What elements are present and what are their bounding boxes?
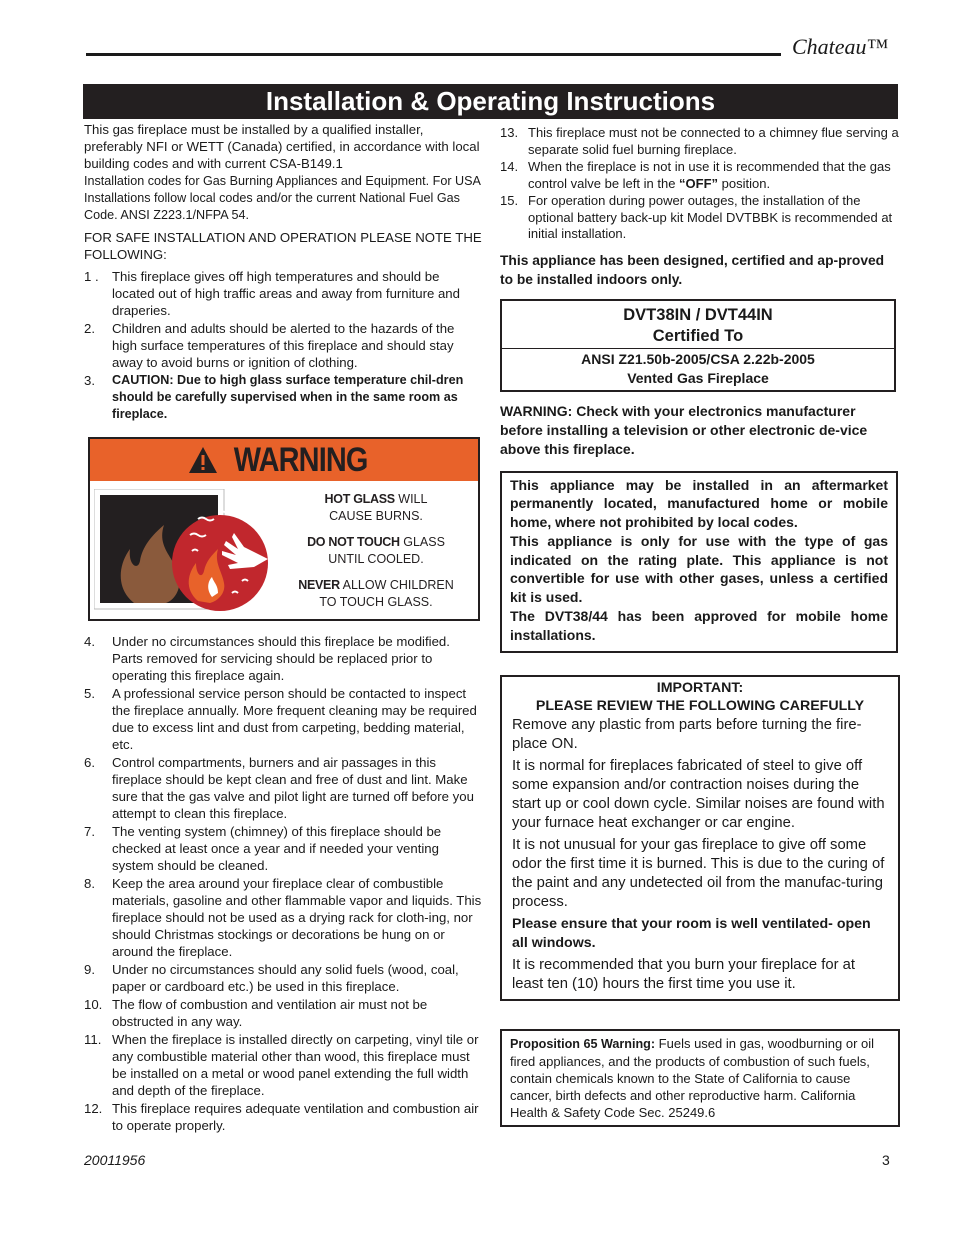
prop65-label: Proposition 65 Warning: [510,1036,656,1051]
list-item: 1 . This fireplace gives off high temperatures and should be located out of high traffic areas and away from furniture and draperies. [84,269,460,318]
important-paragraph: Please ensure that your room is well ventilated- open all windows. [512,915,871,951]
important-heading: IMPORTANT: [656,679,744,696]
intro-paragraph-2: Installation codes for Gas Burning Appliances and Equipment. For USA Installations follow local codes and/or the current National Fuel Gas Code. ANSI Z223.1/NFPA 54. [84,174,481,222]
warning-word: WARNING [234,440,368,479]
list-item: 9. Under no circumstances should any solid fuels (wood, coal, paper or cardboard etc.) be used in this fireplace. [84,962,459,994]
page-title: Installation & Operating Instructions [83,84,898,119]
mobile-paragraph: This appliance is only for use with the type of gas indicated on the rating plate. This appliance is not convertible for use with other gases, unless a certified kit is used. [510,532,888,606]
safety-list-bottom [84,633,482,1134]
list-item: 11. When the fireplace is installed directly on carpeting, vinyl tile or any combustible material other than wood, this fireplace must be installed on a metal or wood panel extending the full width and depth of the fireplace. [84,1032,479,1098]
list-item: 13. This fireplace must not be connected to a chimney flue serving a separate solid fuel burning fireplace. [500,125,899,157]
warning-triangle-icon [188,446,218,474]
important-subheading: PLEASE REVIEW THE FOLLOWING CAREFULLY [535,698,865,715]
proposition-65-box [500,1029,900,1127]
list-item: 4. Under no circumstances should this fireplace be modified. Parts removed for servicing should be replaced prior to operating this fireplace again. [84,634,450,683]
electronics-warning: WARNING: Check with your electronics manufacturer before installing a television or other electronic de-vice above this fireplace. [500,402,868,457]
warning-header [90,439,478,481]
important-paragraph: It is recommended that you burn your fireplace for at least ten (10) hours the first time you use it. [512,956,855,992]
certification-box [500,299,896,392]
mobile-paragraph: This appliance may be installed in an aftermarket permanently located, manufactured home or mobile home, where not prohibited by local codes. [510,476,888,531]
left-column [84,121,482,1135]
brand-name: Chateau™ [792,34,889,59]
list-item: 3. CAUTION: Due to high glass surface temperature chil-dren should be carefully supervised when in the same room as fireplace. [84,373,464,421]
mobile-home-box [500,471,898,653]
hot-glass-burn-icon [94,489,280,613]
important-paragraph: Remove any plastic from parts before turning the fire-place ON. [512,716,862,752]
intro-paragraph-3: FOR SAFE INSTALLATION AND OPERATION PLEASE NOTE THE FOLLOWING: [84,230,482,262]
mobile-paragraph: The DVT38/44 has been approved for mobile home installations. [510,608,888,643]
important-paragraph: It is normal for fireplaces fabricated of steel to give off some expansion and/or contraction noises during the start up or cool down cycle. Similar noises are found with your furnace heat exchanger or car engine. [512,757,885,831]
warning-text [288,491,464,620]
warning-line: NEVER ALLOW CHILDREN TO TOUCH GLASS. [298,578,454,609]
safety-list-top [84,268,482,423]
safety-list-right [500,125,900,243]
important-box [500,675,900,1001]
list-item: 10. The flow of combustion and ventilation air must not be obstructed in any way. [84,997,428,1029]
list-item: 6. Control compartments, burners and air passages in this fireplace should be kept clean and free of dust and lint. Make sure that the gas valve and pilot light are turned off before you attempt to clean this fireplace. [84,755,474,821]
list-item: 12. This fireplace requires adequate ventilation and combustion air to operate properly. [84,1101,479,1133]
list-item: 7. The venting system (chimney) of this fireplace should be checked at least once a year and if needed your venting system should be cleaned. [84,824,442,873]
list-item: 8. Keep the area around your fireplace clear of combustible materials, gasoline and other flammable vapor and liquids. This fireplace should not be used as a drying rack for cloth-ing, nor should Christmas stockings or decorations be hung on or around the fireplace. [84,876,482,959]
warning-body [90,481,478,619]
indoor-only-note: This appliance has been designed, certified and ap-proved to be installed indoors only. [500,252,885,287]
certification-models: DVT38IN / DVT44IN Certified To [502,301,894,349]
list-item: 15. For operation during power outages, the installation of the optional battery back-up kit Model DVTBBK is recommended at initial installation. [500,193,893,241]
intro-paragraph-1: This gas fireplace must be installed by a qualified installer, preferably NFI or WETT (Canada) certified, in accordance with local building codes and with current CSA-B149.1 [84,122,480,171]
warning-line: DO NOT TOUCH GLASS UNTIL COOLED. [307,535,445,566]
prop65-text: Fuels used in gas, woodburning or oil fired appliances, and the products of combustion of such fuels, contain chemicals known to the State of California to cause cancer, birth defects and other reproductive harm. California Health & Safety Code Sec. 25249.6 [510,1035,875,1120]
list-item: 5. A professional service person should be contacted to inspect the fireplace annually. More frequent cleaning may be required due to excess lint and dust from carpeting, bedding material, etc. [84,686,477,752]
hot-glass-warning [88,437,480,621]
right-column [500,125,900,1127]
certification-standard: ANSI Z21.50b-2005/CSA 2.22b-2005 Vented Gas Fireplace [581,350,815,386]
list-item: 14. When the fireplace is not in use it is recommended that the gas control valve be left in the “OFF” position. [500,159,891,191]
document-number: 20011956 [84,1152,146,1168]
intro [84,121,482,263]
important-paragraph: It is not unusual for your gas fireplace to give off some odor the first time it is burned. This is due to the curing of the paint and any undetected oil from the manufac-turing process. [512,836,885,910]
warning-line: HOT GLASS WILL CAUSE BURNS. [324,492,428,523]
header-rule [86,53,781,56]
list-item: 2. Children and adults should be alerted to the hazards of the high surface temperatures of this fireplace and should stay away to avoid burns or ignition of clothing. [84,321,455,370]
page-number: 3 [882,1152,890,1168]
